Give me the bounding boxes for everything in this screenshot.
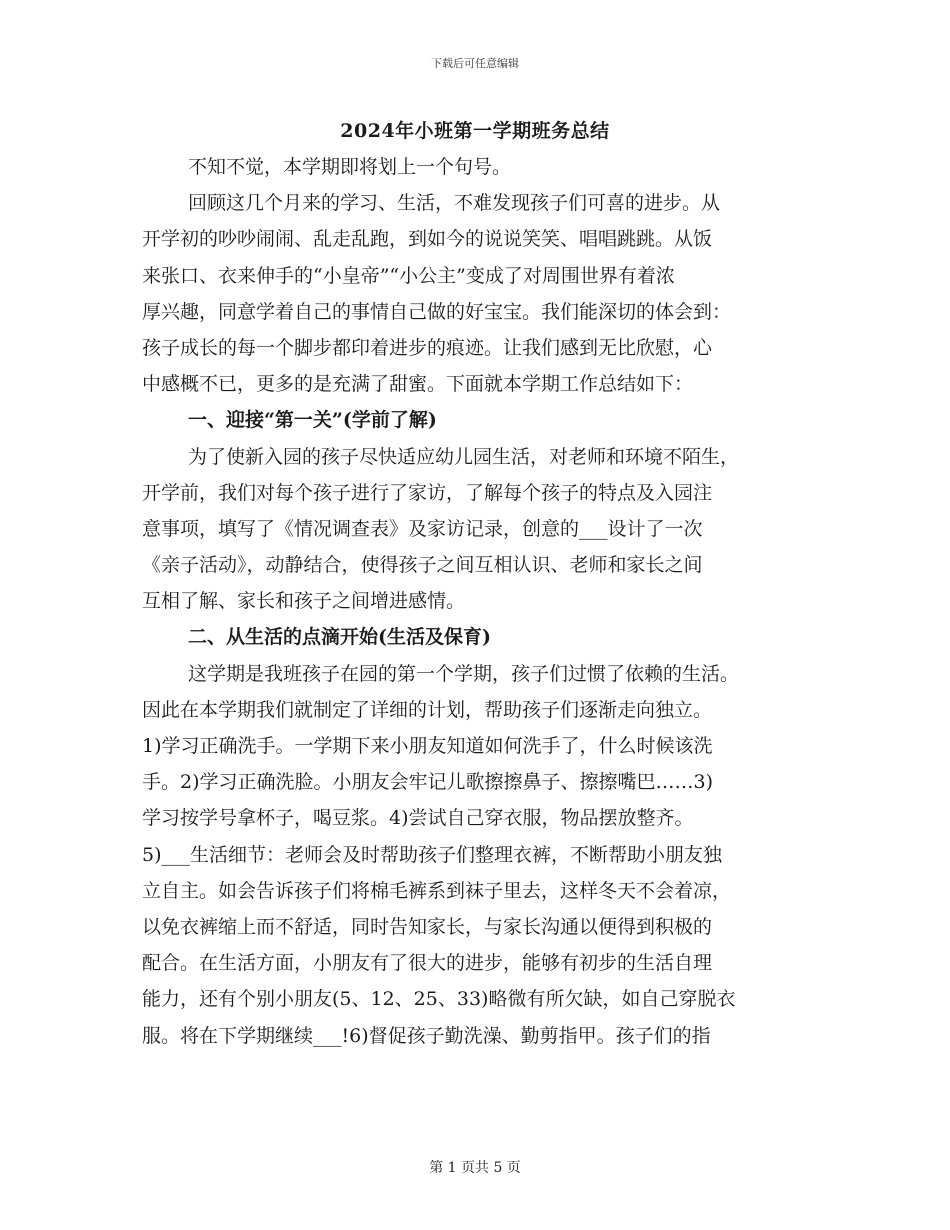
section-heading: 一、迎接“第一关”(学前了解) [188, 409, 437, 432]
paragraph-line: 为了使新入园的孩子尽快适应幼儿园生活，对老师和环境不陌生， [188, 445, 740, 468]
paragraph-line: 来张口、衣来伸手的“小皇帝”“小公主”变成了对周围世界有着浓 [142, 264, 675, 287]
paragraph-line: 立自主。如会告诉孩子们将棉毛裤系到袜子里去，这样冬天不会着凉， [142, 879, 732, 902]
paragraph-line: 这学期是我班孩子在园的第一个学期，孩子们过惯了依赖的生活。 [188, 662, 740, 685]
paragraph-line: 不知不觉，本学期即将划上一个句号。 [188, 156, 512, 178]
paragraph-line: 能力，还有个别小朋友(5、12、25、33)略微有所欠缺，如自己穿脱衣 [142, 988, 736, 1011]
paragraph-line: 开学初的吵吵闹闹、乱走乱跑，到如今的说说笑笑、唱唱跳跳。从饭 [142, 228, 713, 251]
paragraph-line: 以免衣裤缩上而不舒适，同时告知家长，与家长沟通以便得到积极的 [142, 915, 713, 938]
document-title: 2024年小班第一学期班务总结 [340, 120, 610, 142]
paragraph-line: 《亲子活动》，动静结合，使得孩子之间互相认识、老师和家长之间 [142, 554, 703, 577]
paragraph-line: 厚兴趣，同意学着自己的事情自己做的好宝宝。我们能深切的体会到： [142, 300, 732, 323]
paragraph-line: 5)___生活细节：老师会及时帮助孩子们整理衣裤，不断帮助小朋友独 [142, 843, 723, 866]
paragraph-line: 手。2)学习正确洗脸。小朋友会牢记儿歌擦擦鼻子、擦擦嘴巴……3) [142, 771, 714, 794]
document-body [142, 149, 810, 1054]
paragraph-line: 回顾这几个月来的学习、生活，不难发现孩子们可喜的进步。从 [188, 192, 721, 215]
paragraph-line: 意事项，填写了《情况调查表》及家访记录，创意的___设计了一次 [142, 517, 703, 540]
paragraph-line: 孩子成长的每一个脚步都印着进步的痕迹。让我们感到无比欣慰，心 [142, 336, 713, 359]
section-heading: 二、从生活的点滴开始(生活及保育) [188, 626, 491, 649]
paragraph-line: 学习按学号拿杯子，喝豆浆。4)尝试自己穿衣服，物品摆放整齐。 [142, 807, 694, 830]
paragraph-line: 1)学习正确洗手。一学期下来小朋友知道如何洗手了，什么时候该洗 [142, 735, 713, 757]
page-footer: 第 1 页共 5 页 [429, 1160, 521, 1176]
paragraph-line: 配合。在生活方面，小朋友有了很大的进步，能够有初步的生活自理 [142, 952, 713, 975]
paragraph-line: 服。将在下学期继续___!6)督促孩子勤洗澡、勤剪指甲。孩子们的指 [142, 1024, 711, 1047]
paragraph-line: 互相了解、家长和孩子之间增进感情。 [142, 590, 466, 613]
header-note: 下载后可任意编辑 [431, 57, 519, 70]
paragraph-line: 开学前，我们对每个孩子进行了家访，了解每个孩子的特点及入园注 [142, 481, 713, 504]
paragraph-line: 因此在本学期我们就制定了详细的计划，帮助孩子们逐渐走向独立。 [142, 698, 713, 721]
paragraph-line: 中感概不已，更多的是充满了甜蜜。下面就本学期工作总结如下： [142, 373, 694, 396]
